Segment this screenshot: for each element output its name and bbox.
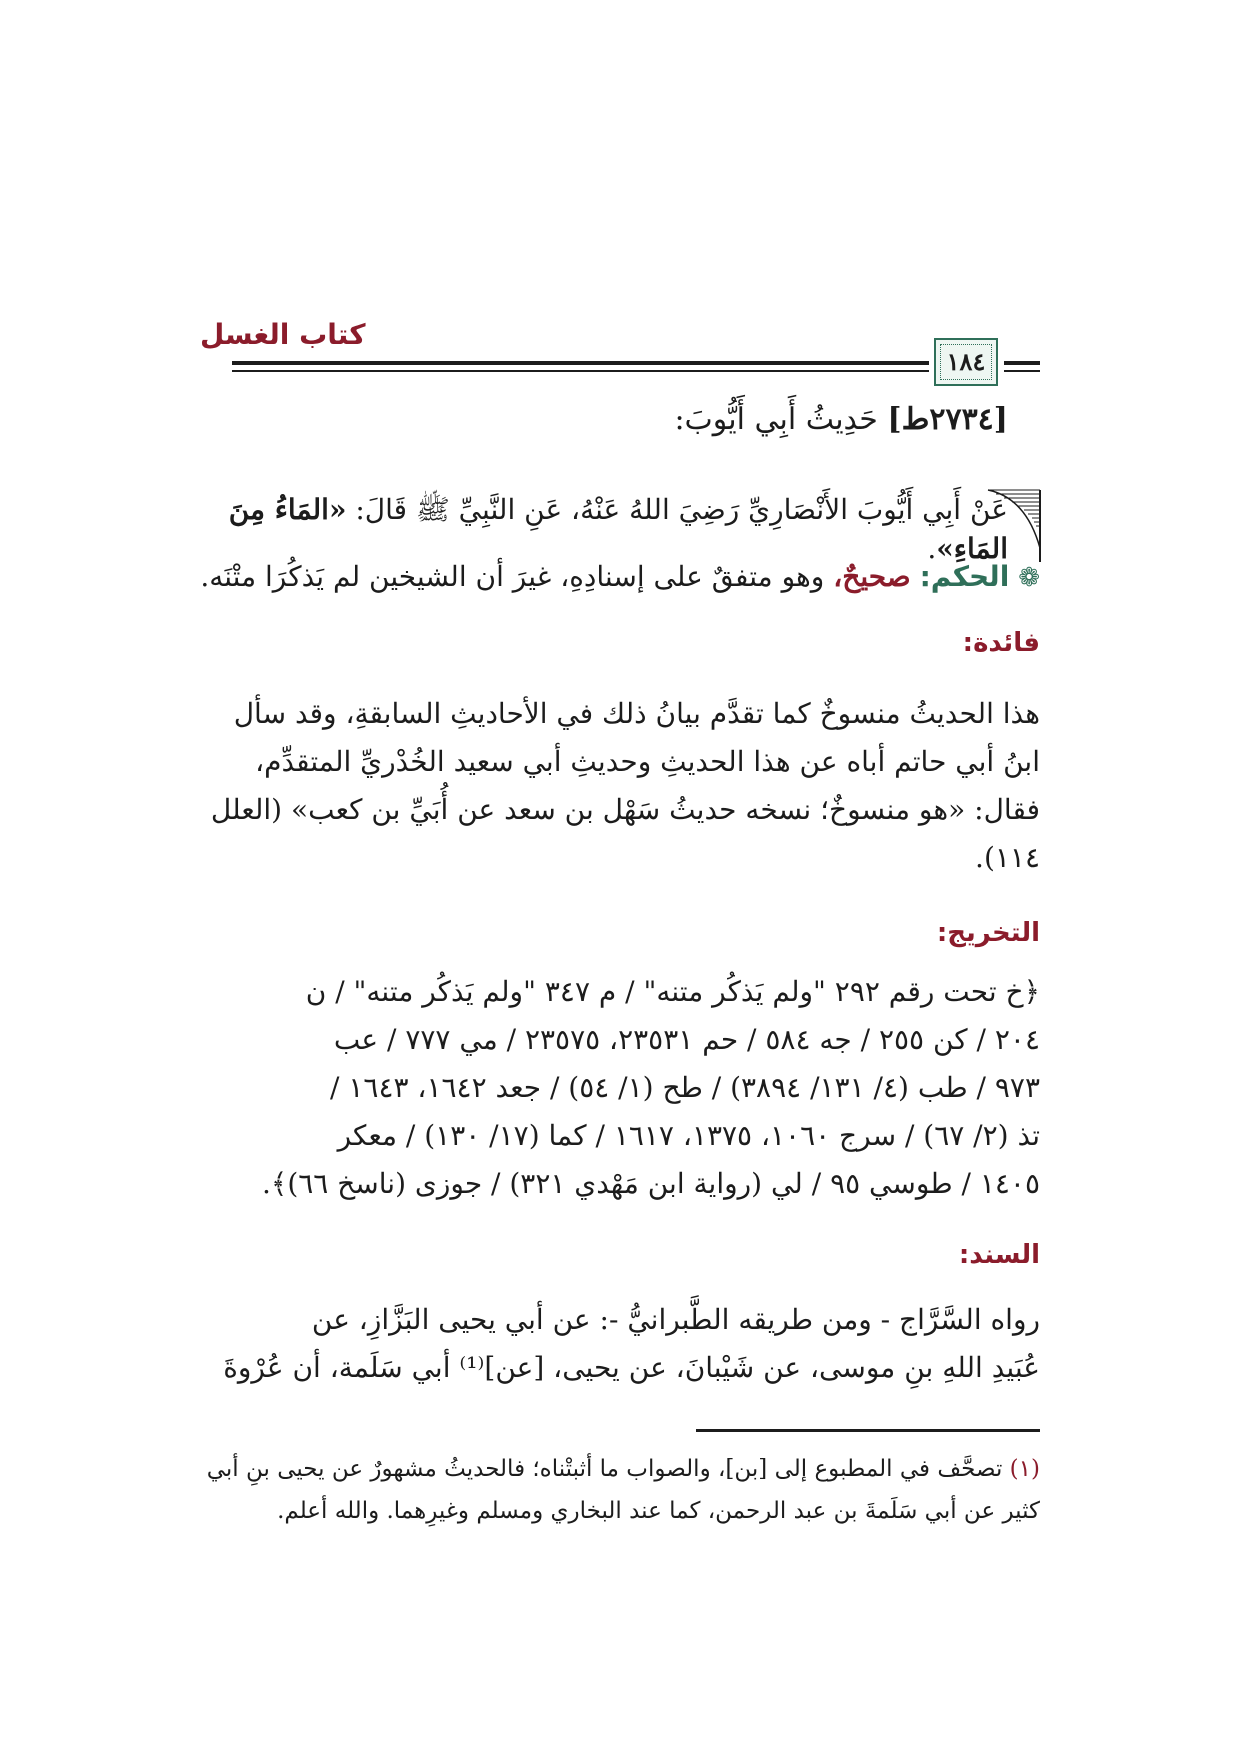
footnote <box>200 1448 1040 1532</box>
paragraph-line: هذا الحديثُ منسوخٌ كما تقدَّم بيانُ ذلك في الأحاديثِ السابقةِ، وقد سأل <box>233 697 1040 730</box>
paragraph-line: ١١٤). <box>975 841 1040 874</box>
footnote-separator <box>696 1429 1040 1432</box>
paragraph-line: رواه السَّرَّاج - ومن طريقه الطَّبرانيُّ -: عن أبي يحيى البَزَّازِ، عن <box>311 1303 1040 1336</box>
footnote-text: تصحَّف في المطبوع إلى [بن]، والصواب ما أثبتْناه؛ فالحديثُ مشهورٌ عن يحيى بنِ أبي كثير عن أبي سَلَمةَ بن عبد الرحمن، كما عند البخاري ومسلم وغيرِهما. والله أعلم. <box>206 1456 1040 1524</box>
ruling-line <box>200 560 1040 593</box>
sanad-paragraph <box>200 1296 1040 1392</box>
page-number-frame <box>934 338 998 386</box>
header-rule <box>232 370 929 372</box>
flower-ornament-icon: ❁ <box>1018 563 1040 593</box>
takhrij-heading: التخريج: <box>936 918 1040 948</box>
ruling-label: الحكم: <box>919 560 1010 593</box>
paragraph-line: تذ (٢/ ٦٧) / سرج ١٠٦٠، ١٣٧٥، ١٦١٧ / كما (١٧/ ١٣٠) / معكر <box>337 1119 1040 1152</box>
paragraph-line: ابنُ أبي حاتم أباه عن هذا الحديثِ وحديثِ أبي سعيد الخُدْريِّ المتقدِّم، <box>255 745 1040 778</box>
footnote-number: (١) <box>1009 1456 1040 1482</box>
paragraph-line: ﴿خ تحت رقم ٢٩٢ "ولم يَذكُر متنه" / م ٣٤٧ "ولم يَذكُر متنه" / ن <box>305 975 1040 1008</box>
ruling-verdict: صحيحٌ، <box>833 560 911 593</box>
faida-heading: فائدة: <box>962 628 1040 658</box>
paragraph-line: ٢٠٤ / كن ٢٥٥ / جه ٥٨٤ / حم ٢٣٥٣١، ٢٣٥٧٥ / مي ٧٧٧ / عب <box>333 1023 1040 1056</box>
matn-prefix: عَنْ أَبِي أَيُّوبَ الأَنْصَارِيِّ رَضِيَ اللهُ عَنْهُ، عَنِ النَّبِيِّ ﷺ قَالَ: <box>355 493 1008 526</box>
header-rule <box>232 361 929 365</box>
hadith-title: حَدِيثُ أَبِي أَيُّوبَ: <box>674 402 878 437</box>
hadith-text <box>208 490 1008 568</box>
faida-paragraph <box>200 690 1040 882</box>
takhrij-paragraph <box>200 968 1040 1208</box>
header-rule <box>1004 361 1040 365</box>
sanad-heading: السند: <box>958 1240 1040 1270</box>
matn-quote: «المَاءُ مِنَ المَاءِ» <box>228 493 1008 566</box>
header-rule <box>1004 370 1040 372</box>
matn-suffix: . <box>927 532 937 566</box>
hadith-number: [٢٧٣٤ط] <box>887 402 1008 437</box>
running-title: كتاب الغسل <box>200 318 366 351</box>
paragraph-line: ٩٧٣ / طب (٤/ ١٣١/ ٣٨٩٤) / طح (١/ ٥٤) / جعد ١٦٤٢، ١٦٤٣ / <box>330 1071 1040 1104</box>
hadith-heading <box>228 402 1008 437</box>
paragraph-line: ١٤٠٥ / طوسي ٩٥ / لي (رواية ابن مَهْدي ٣٢١) / جوزى (ناسخ ٦٦)﴾. <box>262 1167 1040 1200</box>
ruling-text: وهو متفقٌ على إسنادِهِ، غيرَ أن الشيخين لم يَذكُرَا متْنَه. <box>200 560 825 593</box>
paragraph-line: عُبَيدِ اللهِ بنِ موسى، عن شَيْبانَ، عن يحيى، [عن]⁽¹⁾ أبي سَلَمة، أن عُرْوةَ <box>223 1351 1040 1384</box>
paragraph-line: فقال: «هو منسوخٌ؛ نسخه حديثُ سَهْل بن سعد عن أُبَيِّ بن كعب» (العلل <box>210 793 1040 826</box>
page-number: ١٨٤ <box>946 347 986 376</box>
